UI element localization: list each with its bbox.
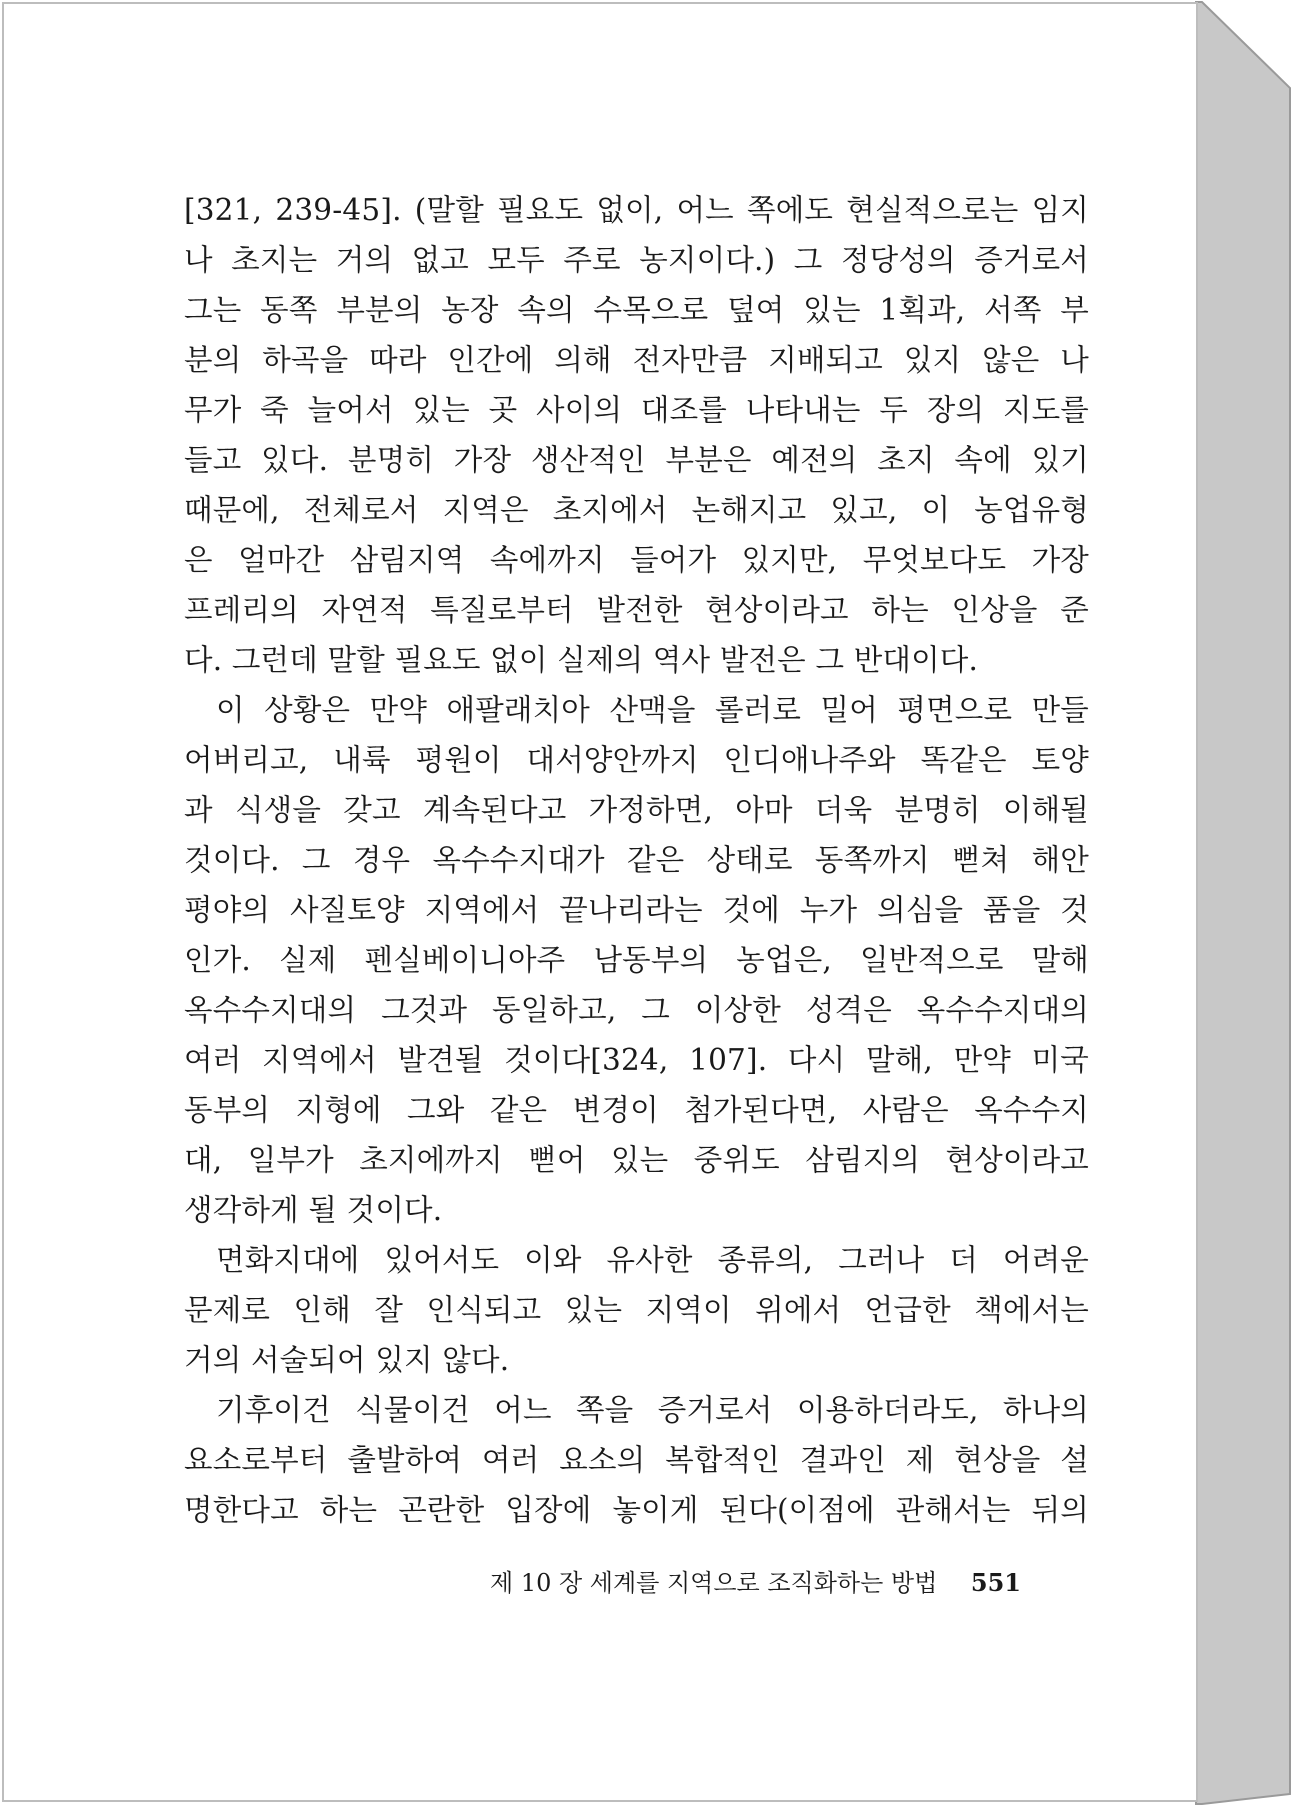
text-line: 그는 동쪽 부분의 농장 속의 수목으로 덮여 있는 1획과, 서쪽 부 [184, 293, 1089, 327]
text-line: 무가 죽 늘어서 있는 곳 사이의 대조를 나타내는 두 장의 지도를 [184, 393, 1089, 427]
text-line: [321, 239-45]. (말할 필요도 없이, 어느 쪽에도 현실적으로는 임지 [184, 193, 1089, 227]
text-line: 평야의 사질토양 지역에서 끝나리라는 것에 누가 의심을 품을 것 [184, 893, 1089, 927]
body-text [184, 185, 1089, 1535]
text-line: 면화지대에 있어서도 이와 유사한 종류의, 그러나 더 어려운 [216, 1243, 1089, 1277]
text-line: 이 상황은 만약 애팔래치아 산맥을 롤러로 밀어 평면으로 만들 [216, 693, 1089, 727]
running-footer [490, 1563, 1060, 1603]
text-line: 생각하게 될 것이다. [184, 1193, 443, 1227]
chapter-title: 제 10 장 세계를 지역으로 조직화하는 방법 [490, 1569, 938, 1597]
text-line: 어버리고, 내륙 평원이 대서양안까지 인디애나주와 똑같은 토양 [184, 743, 1089, 777]
text-line: 것이다. 그 경우 옥수수지대가 같은 상태로 동쪽까지 뻗쳐 해안 [184, 843, 1089, 877]
text-line: 때문에, 전체로서 지역은 초지에서 논해지고 있고, 이 농업유형 [184, 493, 1089, 527]
text-line: 다. 그런데 말할 필요도 없이 실제의 역사 발전은 그 반대이다. [184, 643, 979, 677]
text-line: 문제로 인해 잘 인식되고 있는 지역이 위에서 언급한 책에서는 [184, 1293, 1089, 1327]
text-line: 들고 있다. 분명히 가장 생산적인 부분은 예전의 초지 속에 있기 [184, 443, 1089, 477]
text-line: 프레리의 자연적 특질로부터 발전한 현상이라고 하는 인상을 준 [184, 593, 1089, 627]
text-line: 동부의 지형에 그와 같은 변경이 첨가된다면, 사람은 옥수수지 [184, 1093, 1089, 1127]
text-line: 분의 하곡을 따라 인간에 의해 전자만큼 지배되고 있지 않은 나 [184, 343, 1089, 377]
text-line: 기후이건 식물이건 어느 쪽을 증거로서 이용하더라도, 하나의 [216, 1393, 1089, 1427]
text-line: 대, 일부가 초지에까지 뻗어 있는 중위도 삼림지의 현상이라고 [184, 1143, 1089, 1177]
text-line: 은 얼마간 삼림지역 속에까지 들어가 있지만, 무엇보다도 가장 [184, 543, 1089, 577]
text-line: 과 식생을 갖고 계속된다고 가정하면, 아마 더욱 분명히 이해될 [184, 793, 1089, 827]
page-number: 551 [970, 1568, 1022, 1597]
text-line: 명한다고 하는 곤란한 입장에 놓이게 된다(이점에 관해서는 뒤의 [184, 1493, 1089, 1527]
text-line: 옥수수지대의 그것과 동일하고, 그 이상한 성격은 옥수수지대의 [184, 993, 1089, 1027]
text-line: 인가. 실제 펜실베이니아주 남동부의 농업은, 일반적으로 말해 [184, 943, 1089, 977]
text-line: 여러 지역에서 발견될 것이다[324, 107]. 다시 말해, 만약 미국 [184, 1043, 1089, 1077]
text-line: 거의 서술되어 있지 않다. [184, 1343, 510, 1377]
text-line: 요소로부터 출발하여 여러 요소의 복합적인 결과인 제 현상을 설 [184, 1443, 1089, 1477]
text-line: 나 초지는 거의 없고 모두 주로 농지이다.) 그 정당성의 증거로서 [184, 243, 1089, 277]
